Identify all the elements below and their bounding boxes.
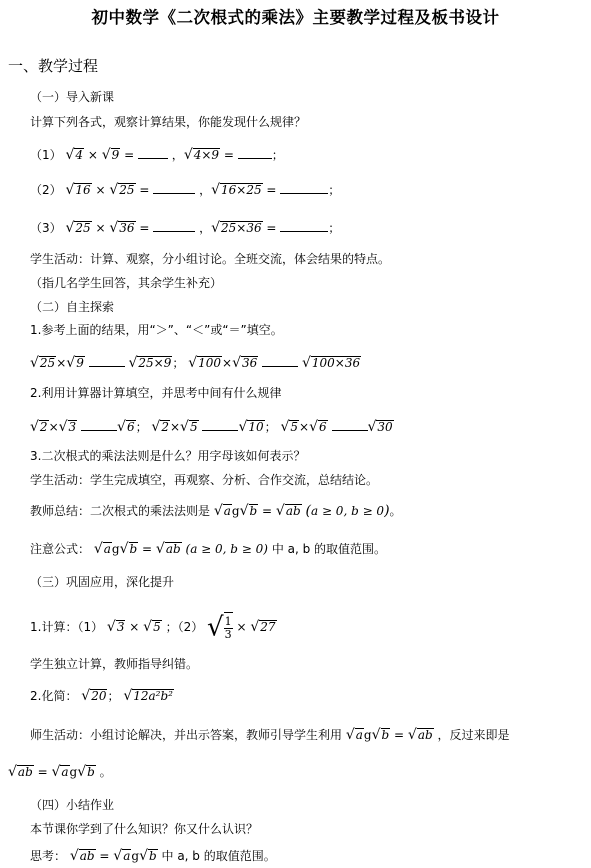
part1-heading: （一）导入新课 [30,90,115,104]
part2-q1-items: √25×√9 √25×9； √100×√36 √100×36 [30,355,361,371]
page-title: 初中数学《二次根式的乘法》主要教学过程及板书设计 [91,8,500,27]
part3-simplify: 2.化简： √20； √12a²b² [30,688,173,704]
part2-heading: （二）自主探索 [30,300,115,314]
part2-teacher-summary: 教师总结：二次根式的乘法法则是 √ag√b = √ab (a ≥ 0, b ≥ 0)。 [30,503,402,519]
part2-note-formula: 注意公式： √ag√b = √ab (a ≥ 0, b ≥ 0) 中 a, b 的取值范围。 [30,541,387,557]
part4-question: 本节课你学到了什么知识？你又什么认识？ [30,822,259,836]
part1-prompt: 计算下列各式，观察计算结果，你能发现什么规律？ [30,115,307,129]
part3-reverse-formula: √ab = √ag√b 。 [8,764,112,780]
part1-item-1: （1） √4 × √9 = ，√4×9 = ； [30,147,284,163]
part3-teacher-activity: 师生活动：小组讨论解决，并出示答案，教师引导学生利用 √ag√b = √ab ，反过来即是 [30,727,510,743]
part1-activity: 学生活动：计算、观察，分小组讨论。全班交流，体会结果的特点。 [30,252,391,266]
part1-item-3: （3） √25 × √36 = ，√25×36 = ； [30,220,341,236]
part3-calc: 1.计算：（1） √3 × √5 ；（2） √ $\frac{1}{3}$ × √27 [30,612,276,643]
part4-think: 思考： √ab = √ag√b 中 a, b 的取值范围。 [30,848,276,864]
part1-note: （指几名学生回答，其余学生补充） [30,276,223,290]
part3-independent: 学生独立计算，教师指导纠错。 [30,657,199,671]
part1-item-2: （2） √16 × √25 = ，√16×25 = ； [30,182,341,198]
part2-q1: 1.参考上面的结果，用“＞”、“＜”或“＝”填空。 [30,323,283,337]
part2-activity: 学生活动：学生完成填空，再观察、分析、合作交流，总结结论。 [30,473,379,487]
part4-heading: （四）小结作业 [30,798,115,812]
part2-q2-items: √2×√3 √6； √2×√5 √10； √5×√6 √30 [30,419,393,435]
part3-heading: （三）巩固应用，深化提升 [30,575,175,589]
part2-q3: 3.二次根式的乘法法则是什么？用字母该如何表示？ [30,449,306,463]
section-heading-teaching-process: 一、教学过程 [8,57,99,75]
part2-q2: 2.利用计算器计算填空，并思考中间有什么规律 [30,386,282,400]
